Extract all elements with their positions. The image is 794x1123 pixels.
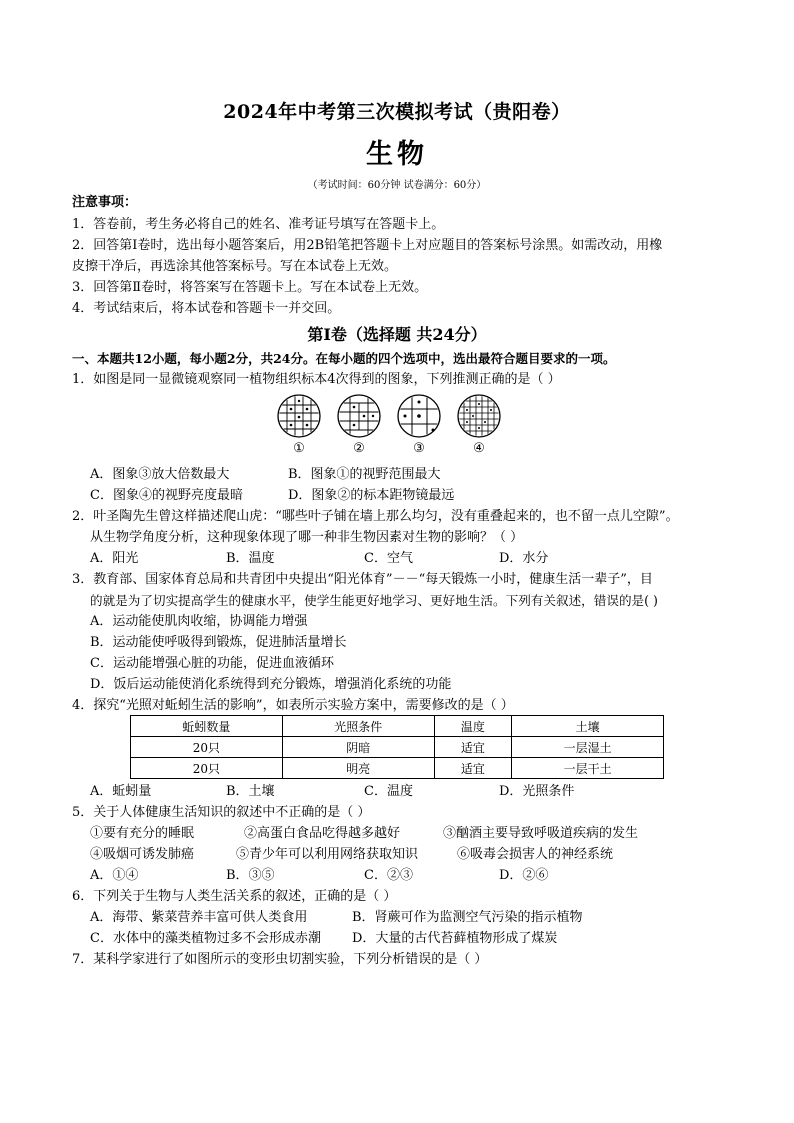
q4-experiment-table xyxy=(130,715,664,779)
q5-option-d[interactable]: D．②⑥ xyxy=(499,868,549,883)
q1-fig-label-2: ② xyxy=(353,441,365,456)
q1-fig-label-1: ① xyxy=(293,441,305,456)
q3-option-c[interactable]: C．运动能增强心脏的功能，促进血液循环 xyxy=(90,656,334,671)
q7-stem: 7．某科学家进行了如图所示的变形虫切割实验，下列分析错误的是（ ） xyxy=(72,952,488,967)
note-3: 3．回答第Ⅱ卷时，将答案写在答题卡上。写在本试卷上无效。 xyxy=(72,280,428,295)
q5-statement-5: ⑤青少年可以利用网络获取知识 xyxy=(236,847,419,862)
q2-stem-line-1: 2．叶圣陶先生曾这样描述爬山虎：“哪些叶子铺在墙上那么均匀，没有重叠起来的，也不留一点儿空隙”。 xyxy=(72,509,679,524)
q5-stem: 5．关于人体健康生活知识的叙述中不正确的是（ ） xyxy=(72,805,371,820)
q5-statement-3: ③酗酒主要导致呼吸道疾病的发生 xyxy=(443,826,639,841)
q1-fig-label-4: ④ xyxy=(473,441,485,456)
microscope-field-1 xyxy=(276,393,322,439)
microscope-field-4 xyxy=(456,393,502,439)
table-header-cell: 蚯蚓数量 xyxy=(131,716,283,737)
q2-option-a[interactable]: A．阳光 xyxy=(90,551,139,566)
q5-option-c[interactable]: C．②③ xyxy=(364,868,413,883)
q3-option-a[interactable]: A．运动能使肌肉收缩，协调能力增强 xyxy=(90,614,308,629)
q4-option-d[interactable]: D．光照条件 xyxy=(499,784,575,799)
q6-option-c[interactable]: C．水体中的藻类植物过多不会形成赤潮 xyxy=(90,931,321,946)
q1-option-a[interactable]: A．图象③放大倍数最大 xyxy=(90,467,230,482)
q2-option-b[interactable]: B．温度 xyxy=(226,551,275,566)
q2-option-d[interactable]: D．水分 xyxy=(499,551,549,566)
table-header-cell: 土壤 xyxy=(512,716,664,737)
q1-stem: 1．如图是同一显微镜观察同一植物组织标本4次得到的图象，下列推测正确的是（ ） xyxy=(72,372,561,387)
table-cell: 明亮 xyxy=(282,758,434,779)
q3-stem-line-1: 3．教育部、国家体育总局和共青团中央提出“阳光体育”－－“每天锻炼一小时，健康生活一辈子”，目 xyxy=(72,572,653,587)
q4-option-a[interactable]: A．蚯蚓量 xyxy=(90,784,152,799)
q5-statement-6: ⑥吸毒会损害人的神经系统 xyxy=(457,847,614,862)
q5-option-b[interactable]: B．③⑤ xyxy=(226,868,275,883)
q6-stem: 6．下列关于生物与人类生活关系的叙述，正确的是（ ） xyxy=(72,889,397,904)
table-row xyxy=(131,758,664,779)
q2-option-c[interactable]: C．空气 xyxy=(364,551,413,566)
note-4: 4．考试结束后，将本试卷和答题卡一并交回。 xyxy=(72,301,341,316)
table-cell: 阴暗 xyxy=(282,737,434,758)
table-header-cell: 光照条件 xyxy=(282,716,434,737)
q2-stem-line-2: 从生物学角度分析，这种现象体现了哪一种非生物因素对生物的影响？（ ） xyxy=(90,530,524,545)
table-header-row xyxy=(131,716,664,737)
section-1-title: 第Ⅰ卷（选择题 共24分） xyxy=(307,325,487,344)
q3-option-b[interactable]: B．运动能使呼吸得到锻炼，促进肺活量增长 xyxy=(90,635,347,650)
q5-option-a[interactable]: A．①④ xyxy=(90,868,139,883)
time-info: （考试时间：60分钟 试卷满分：60分） xyxy=(307,180,487,191)
exam-title: 2024年中考第三次模拟考试（贵阳卷） xyxy=(223,101,571,123)
table-cell: 一层干土 xyxy=(512,758,664,779)
table-cell: 20只 xyxy=(131,758,283,779)
table-cell: 适宜 xyxy=(434,737,511,758)
table-cell: 20只 xyxy=(131,737,283,758)
q6-option-b[interactable]: B．肾蕨可作为监测空气污染的指示植物 xyxy=(352,910,583,925)
q4-option-b[interactable]: B．土壤 xyxy=(226,784,275,799)
q1-option-d[interactable]: D．图象②的标本距物镜最远 xyxy=(288,488,455,503)
subject-title: 生物 xyxy=(366,139,428,170)
note-1: 1．答卷前，考生务必将自己的姓名、准考证号填写在答题卡上。 xyxy=(72,217,445,232)
q3-stem-line-2: 的就是为了切实提高学生的健康水平，使学生能更好地学习、更好地生活。下列有关叙述，错误的是( ) xyxy=(90,593,658,608)
microscope-field-2 xyxy=(336,393,382,439)
notes-heading: 注意事项： xyxy=(72,195,138,210)
table-header-cell: 温度 xyxy=(434,716,511,737)
q1-option-b[interactable]: B．图象①的视野范围最大 xyxy=(288,467,441,482)
table-cell: 适宜 xyxy=(434,758,511,779)
q5-statement-2: ②高蛋白食品吃得越多越好 xyxy=(244,826,401,841)
q4-option-c[interactable]: C．温度 xyxy=(364,784,413,799)
q1-fig-label-3: ③ xyxy=(413,441,425,456)
q4-stem: 4．探究“光照对蚯蚓生活的影响”，如表所示实验方案中，需要修改的是（ ） xyxy=(72,698,514,713)
microscope-field-3 xyxy=(396,393,442,439)
q1-option-c[interactable]: C．图象④的视野亮度最暗 xyxy=(90,488,243,503)
table-cell: 一层湿土 xyxy=(512,737,664,758)
q5-statement-1: ①要有充分的睡眠 xyxy=(90,826,195,841)
q5-statement-4: ④吸烟可诱发肺癌 xyxy=(90,847,195,862)
note-2-line-2: 皮擦干净后，再选涂其他答案标号。写在本试卷上无效。 xyxy=(72,259,398,274)
q6-option-d[interactable]: D．大量的古代苔藓植物形成了煤炭 xyxy=(352,931,558,946)
note-2-line-1: 2．回答第Ⅰ卷时，选出每小题答案后，用2B铅笔把答题卡上对应题目的答案标号涂黑。如需改动，用橡 xyxy=(72,238,663,253)
q1-microscope-figures xyxy=(270,393,520,463)
table-row xyxy=(131,737,664,758)
section-1-instruction: 一、本题共12小题，每小题2分，共24分。在每小题的四个选项中，选出最符合题目要求的一项。 xyxy=(72,351,616,366)
q6-option-a[interactable]: A．海带、紫菜营养丰富可供人类食用 xyxy=(90,910,308,925)
q3-option-d[interactable]: D．饭后运动能使消化系统得到充分锻炼，增强消化系统的功能 xyxy=(90,677,452,692)
